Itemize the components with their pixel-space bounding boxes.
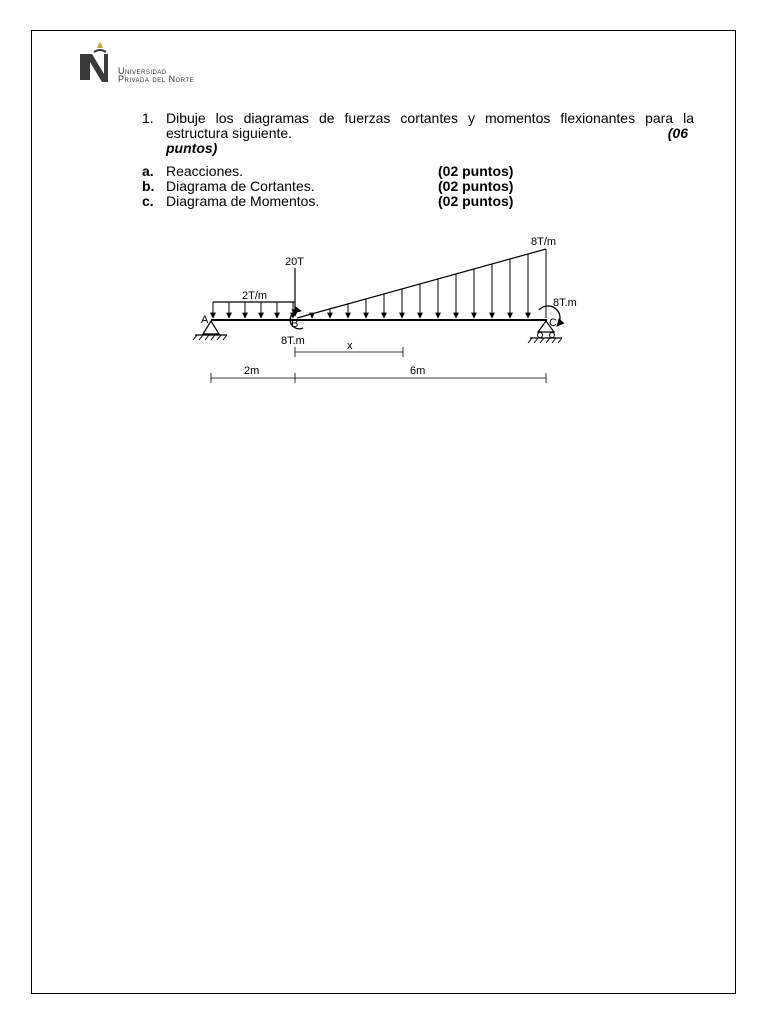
- beam-diagram: [185, 228, 585, 398]
- support-a-label: A: [201, 314, 209, 326]
- support-b-label: B: [291, 318, 299, 330]
- question-1: [142, 111, 694, 156]
- support-c-label: C: [549, 317, 557, 329]
- question-text-line2: estructura siguiente.: [166, 125, 293, 141]
- uniform-load-label: 2T/m: [242, 290, 268, 302]
- question-items: [142, 164, 513, 209]
- triangular-load-label: 8T/m: [531, 236, 557, 248]
- item-text: Diagrama de Momentos.: [166, 193, 320, 209]
- question-points: (06: [667, 125, 688, 141]
- list-item: [142, 164, 513, 179]
- university-logo: [78, 40, 228, 90]
- item-text: Reacciones.: [166, 163, 244, 179]
- list-item: [142, 179, 513, 194]
- list-item: [142, 194, 513, 209]
- logo-line1: Universidad: [118, 66, 167, 76]
- item-points: (02 puntos): [438, 193, 514, 209]
- dimension-x-label: x: [347, 340, 353, 352]
- item-text: Diagrama de Cortantes.: [166, 178, 315, 194]
- question-text-line1: Dibuje los diagramas de fuerzas cortantes y momentos flexionantes para la: [166, 110, 694, 126]
- item-letter: c.: [142, 193, 154, 209]
- item-letter: b.: [142, 178, 155, 194]
- question-points-cont: puntos): [166, 140, 218, 156]
- moment-c-label: 8T.m: [553, 297, 577, 309]
- dimension-spans: [211, 373, 546, 383]
- question-number: 1.: [142, 110, 154, 126]
- upn-logo-icon: [78, 40, 118, 88]
- triangular-load: [297, 249, 546, 318]
- item-letter: a.: [142, 163, 154, 179]
- support-a-icon: [193, 321, 227, 340]
- university-name: [118, 67, 194, 83]
- logo-line2: Privada del Norte: [118, 74, 195, 84]
- item-points: (02 puntos): [438, 178, 514, 194]
- moment-b-label: 8T.m: [281, 335, 305, 347]
- dimension-ab-label: 2m: [244, 365, 260, 377]
- item-points: (02 puntos): [438, 163, 514, 179]
- uniform-load: [213, 302, 295, 318]
- point-load-label: 20T: [285, 256, 304, 268]
- dimension-bc-label: 6m: [410, 365, 426, 377]
